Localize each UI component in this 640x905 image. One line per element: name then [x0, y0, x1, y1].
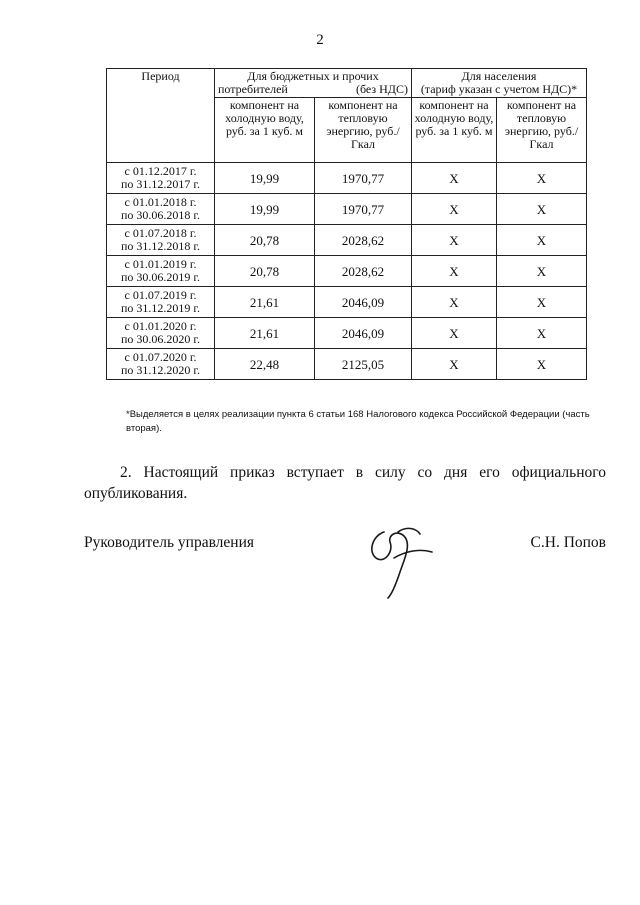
period-to: по 31.12.2019 г. — [121, 301, 200, 315]
period-from: с 01.01.2018 г. — [124, 195, 197, 209]
table-row — [107, 287, 587, 318]
period-to: по 30.06.2018 г. — [121, 208, 200, 222]
order-paragraph: 2. Настоящий приказ вступает в силу со дня его официального опубликования. — [84, 464, 606, 502]
handwritten-signature — [354, 522, 444, 602]
header-budget-group — [215, 69, 412, 98]
budget-cold-value: 19,99 — [215, 163, 315, 194]
budget-heat-value: 2028,62 — [315, 256, 412, 287]
header-pop-line2: (тариф указан с учетом НДС)* — [420, 82, 578, 96]
population-cold-value: Х — [412, 318, 497, 349]
population-cold-value: Х — [412, 349, 497, 380]
table-row — [107, 256, 587, 287]
budget-cold-value: 20,78 — [215, 256, 315, 287]
budget-cold-value: 21,61 — [215, 287, 315, 318]
header-population-group — [412, 69, 587, 98]
header-pop-line1: Для населения — [461, 69, 537, 83]
period-cell — [107, 287, 215, 318]
table-row — [107, 225, 587, 256]
header-period: Период — [107, 69, 215, 163]
signer-name: С.Н. Попов — [530, 534, 606, 551]
table-row — [107, 318, 587, 349]
population-heat-value: Х — [497, 287, 587, 318]
period-to: по 31.12.2020 г. — [121, 363, 200, 377]
period-from: с 01.12.2017 г. — [124, 164, 197, 178]
period-cell — [107, 349, 215, 380]
subheader-budget-cold: компонент на холодную воду, руб. за 1 куб. м — [215, 98, 315, 163]
budget-heat-value: 1970,77 — [315, 163, 412, 194]
budget-heat-value: 2046,09 — [315, 287, 412, 318]
table-row — [107, 349, 587, 380]
population-heat-value: Х — [497, 194, 587, 225]
budget-heat-value: 1970,77 — [315, 194, 412, 225]
signer-title: Руководитель управления — [84, 534, 255, 551]
period-to: по 31.12.2017 г. — [121, 177, 200, 191]
footnote: *Выделяется в целях реализации пункта 6 статьи 168 Налогового кодекса Российской Федерации (часть вторая). — [126, 409, 590, 434]
period-cell — [107, 163, 215, 194]
period-from: с 01.07.2019 г. — [124, 288, 197, 302]
period-to: по 30.06.2019 г. — [121, 270, 200, 284]
page-number: 2 — [316, 32, 324, 48]
subheader-pop-cold: компонент на холодную воду, руб. за 1 куб. м — [412, 98, 497, 163]
period-cell — [107, 318, 215, 349]
period-from: с 01.01.2019 г. — [124, 257, 197, 271]
period-cell — [107, 225, 215, 256]
period-cell — [107, 194, 215, 225]
budget-cold-value: 20,78 — [215, 225, 315, 256]
table-header-row — [107, 69, 587, 98]
population-heat-value: Х — [497, 225, 587, 256]
period-from: с 01.07.2018 г. — [124, 226, 197, 240]
subheader-pop-heat: компонент на тепловую энергию, руб./Гкал — [497, 98, 587, 163]
population-cold-value: Х — [412, 225, 497, 256]
period-from: с 01.07.2020 г. — [124, 350, 197, 364]
budget-heat-value: 2046,09 — [315, 318, 412, 349]
table-row — [107, 163, 587, 194]
period-cell — [107, 256, 215, 287]
subheader-budget-heat: компонент на тепловую энергию, руб./Гкал — [315, 98, 412, 163]
population-cold-value: Х — [412, 256, 497, 287]
budget-cold-value: 22,48 — [215, 349, 315, 380]
tariff-table — [106, 68, 587, 380]
header-budget-line2a: потребителей — [218, 82, 288, 96]
population-cold-value: Х — [412, 163, 497, 194]
population-heat-value: Х — [497, 256, 587, 287]
population-heat-value: Х — [497, 163, 587, 194]
population-heat-value: Х — [497, 318, 587, 349]
period-to: по 30.06.2020 г. — [121, 332, 200, 346]
population-cold-value: Х — [412, 194, 497, 225]
budget-cold-value: 21,61 — [215, 318, 315, 349]
population-cold-value: Х — [412, 287, 497, 318]
population-heat-value: Х — [497, 349, 587, 380]
table-row — [107, 194, 587, 225]
period-to: по 31.12.2018 г. — [121, 239, 200, 253]
header-budget-line2b: (без НДС) — [355, 82, 408, 96]
header-budget-line1: Для бюджетных и прочих — [247, 69, 379, 83]
budget-heat-value: 2125,05 — [315, 349, 412, 380]
period-from: с 01.01.2020 г. — [124, 319, 197, 333]
budget-cold-value: 19,99 — [215, 194, 315, 225]
budget-heat-value: 2028,62 — [315, 225, 412, 256]
